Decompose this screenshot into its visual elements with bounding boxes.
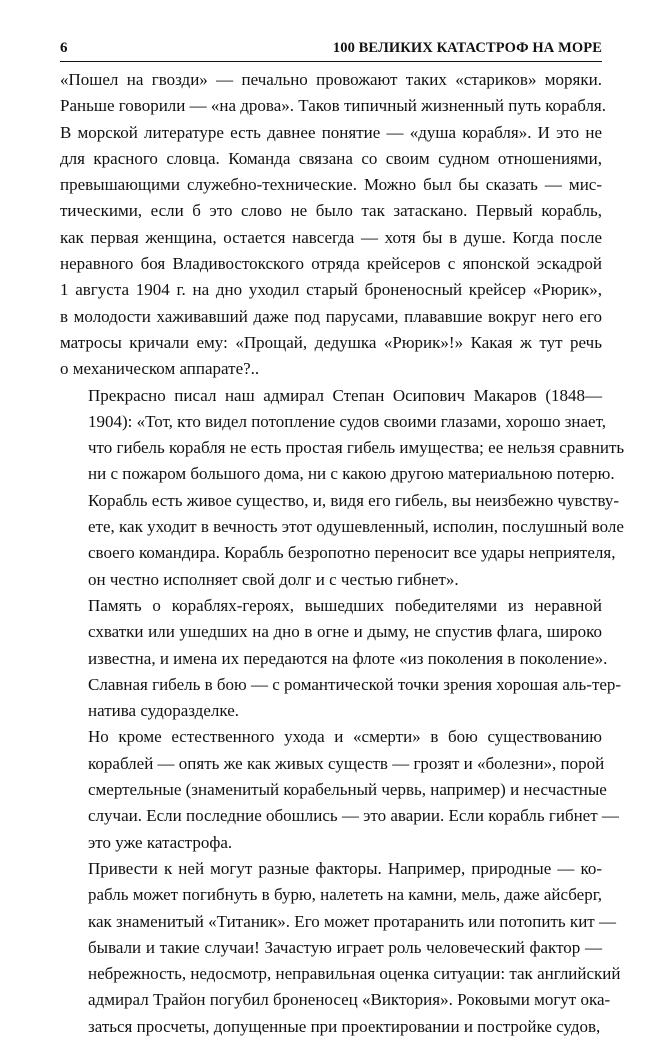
text-line: ете, как уходит в вечность этот одушевленный, исполин, послушный воле	[88, 517, 624, 537]
text-line: тическими, если б это слово не было так затаскано. Первый корабль,	[60, 201, 602, 221]
text-line: неравного боя Владивостокского отряда крейсеров с японской эскадрой	[60, 254, 602, 274]
paragraph	[60, 856, 621, 1040]
text-line: Но кроме естественного ухода и «смерти» в бою существованию	[88, 727, 602, 747]
text-line: он честно исполняет свой долг и с честью гибнет».	[88, 569, 459, 589]
body-text	[60, 67, 625, 1040]
text-line: заться просчеты, допущенные при проектировании и постройке судов,	[88, 1016, 601, 1036]
text-line: адмирал Трайон погубил броненосец «Виктория». Роковыми могут ока-	[88, 990, 611, 1010]
paragraph	[60, 67, 607, 383]
paragraph	[60, 593, 622, 724]
text-line: бывали и такие случаи! Зачастую играет роль человеческий фактор —	[88, 937, 602, 957]
text-line: для красного словца. Команда связана со своим судном отношениями,	[60, 148, 602, 168]
text-line: что гибель корабля не есть простая гибель имущества; ее нельзя сравнить	[88, 438, 625, 458]
text-line: кораблей — опять же как живых существ — грозят и «болезни», порой	[88, 753, 605, 773]
text-line: матросы кричали ему: «Прощай, дедушка «Рюрик»!» Какая ж тут речь	[60, 332, 602, 352]
paragraph	[60, 724, 619, 855]
text-line: небрежность, недосмотр, неправильная оценка ситуации: так английский	[88, 964, 621, 984]
text-line: Раньше говорили — «на дрова». Таков типичный жизненный путь корабля.	[60, 96, 607, 116]
text-line: 1 августа 1904 г. на дно уходил старый броненосный крейсер «Рюрик»,	[60, 280, 602, 300]
text-line: Славная гибель в бою — с романтической точки зрения хорошая аль-тер-	[88, 674, 622, 694]
text-line: своего командира. Корабль безропотно переносит все удары неприятеля,	[88, 543, 616, 563]
text-line: Корабль есть живое существо, и, видя его гибель, вы неизбежно чувству-	[88, 490, 620, 510]
page-number: 6	[60, 40, 68, 56]
text-line: о механическом аппарате?..	[60, 359, 260, 379]
text-line: смертельные (знаменитый корабельный червь, например) и несчастные	[88, 780, 607, 800]
running-title: 100 ВЕЛИКИХ КАТАСТРОФ НА МОРЕ	[332, 40, 602, 56]
text-line: известна, и имена их передаются на флоте «из поколения в поколение».	[88, 648, 608, 668]
text-line: рабль может погибнуть в бурю, налететь на камни, мель, даже айсберг,	[88, 885, 603, 905]
book-page	[60, 38, 625, 1040]
text-line: В морской литературе есть давнее понятие — «душа корабля». И это не	[60, 122, 602, 142]
text-line: натива судоразделке.	[88, 701, 239, 721]
text-line: это уже катастрофа.	[88, 832, 233, 852]
text-line: как знаменитый «Титаник». Его может протаранить или потопить кит —	[88, 911, 616, 931]
text-line: схватки или ушедших на дно в огне и дыму, не спустив флага, широко	[88, 622, 602, 642]
text-line: ни с пожаром большого дома, ни с какою другою материальною потерю.	[88, 464, 615, 484]
text-line: 1904): «Тот, кто видел потопление судов своими глазами, хорошо знает,	[88, 411, 606, 431]
text-line: случаи. Если последние обошлись — это аварии. Если корабль гибнет —	[88, 806, 619, 826]
text-line: Прекрасно писал наш адмирал Степан Осипович Макаров (1848—	[88, 385, 602, 405]
text-line: Привести к ней могут разные факторы. Например, природные — ко-	[88, 858, 602, 878]
text-line: превышающими служебно-технические. Можно был бы сказать — мис-	[60, 175, 602, 195]
text-line: как первая женщина, остается навсегда — хотя бы в душе. Когда после	[60, 227, 602, 247]
paragraph	[60, 383, 625, 593]
text-line: «Пошел на гвозди» — печально провожают таких «стариков» моряки.	[60, 70, 602, 89]
running-header	[60, 38, 602, 62]
text-line: Память о кораблях-героях, вышедших победителями из неравной	[88, 595, 602, 615]
text-line: в молодости хаживавший даже под парусами, плававшие вокруг него его	[60, 306, 602, 326]
